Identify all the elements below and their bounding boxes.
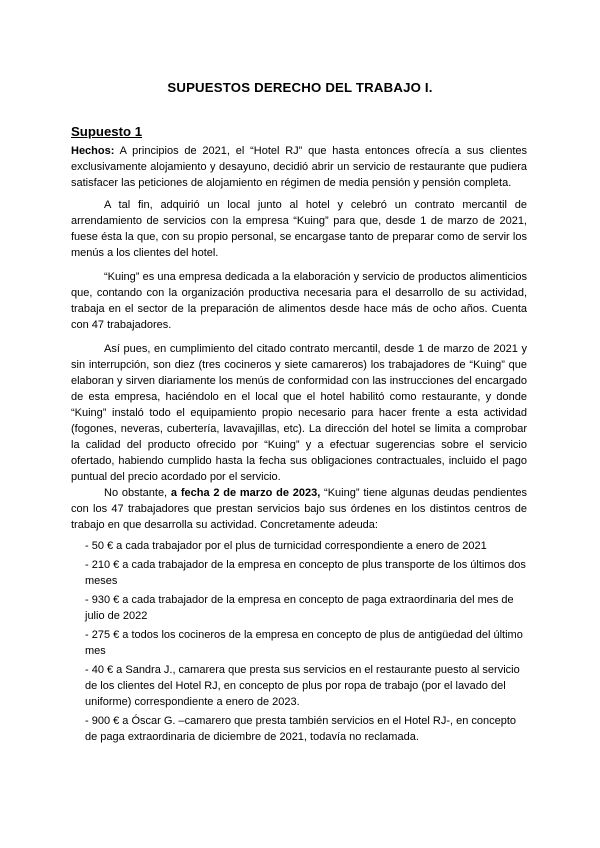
document-title: SUPUESTOS DERECHO DEL TRABAJO I.: [167, 80, 433, 95]
list-item: - 50 € a cada trabajador por el plus de turnicidad correspondiente a enero de 2021: [85, 540, 487, 552]
hechos-text: A principios de 2021, el “Hotel RJ” que hasta entonces ofrecía a sus clientes exclusivamente alojamiento y desayuno, decidió abrir un servicio de restaurante que pudiera satisfacer las peticiones de alojamiento en régimen de media pensión y pensión completa.: [71, 145, 527, 189]
paragraph-3: “Kuing” es una empresa dedicada a la elaboración y servicio de productos alimenticios que, contando con la organización productiva necesaria para el desarrollo de su actividad, trabaja en el sector de la preparación de alimentos desde hace más de ocho años. Cuenta con 47 trabajadores.: [71, 271, 527, 331]
p5-date-bold: a fecha 2 de marzo de 2023,: [170, 487, 321, 499]
p5-text-b: “Kuing” tiene algunas deudas pendientes con los 47 trabajadores que prestan servicios bajo sus órdenes en los distintos centros de trabajo en que desarrolla su actividad. Concretamente adeuda:: [71, 487, 527, 531]
list-item: - 210 € a cada trabajador de la empresa en concepto de plus transporte de los últimos dos meses: [85, 559, 526, 587]
list-item: - 40 € a Sandra J., camarera que presta sus servicios en el restaurante puesto al servicio de los clientes del Hotel RJ, en concepto de plus por ropa de trabajo (por el lavado del uniforme) correspondiente a enero de 2023.: [85, 664, 520, 708]
paragraph-5: [71, 485, 527, 533]
paragraph-4: Así pues, en cumplimiento del citado contrato mercantil, desde 1 de marzo de 2021 y sin interrupción, son diez (tres cocineros y siete camareros) los trabajadores de “Kuing” que elaboran y sirven diariamente los menús de conformidad con las instrucciones del encargado de esta empresa, haciéndolo en el local que el hotel habilitó como restaurante, y donde “Kuing” instaló todo el equipamiento propio necesario para hacer frente a esta actividad (fogones, neveras, cubertería, lavavajillas, etc). La dirección del hotel se limita a comprobar la calidad del producto ofrecido por “Kuing” y a efectuar sugerencias sobre el servicio ofertado, habiendo cumplido hasta la fecha sus obligaciones contractuales, incluido el pago puntual del precio acordado por el servicio.: [71, 343, 527, 483]
paragraph-2: A tal fin, adquirió un local junto al hotel y celebró un contrato mercantil de arrendamiento de servicios con la empresa “Kuing” para que, desde 1 de marzo de 2021, fuese ésta la que, con su propio personal, se encargase tanto de preparar como de servir los menús a los clientes del hotel.: [71, 199, 527, 259]
paragraph-hechos: [71, 143, 527, 191]
section-heading: Supuesto 1: [71, 124, 143, 139]
list-item: - 930 € a cada trabajador de la empresa en concepto de paga extraordinaria del mes de julio de 2022: [85, 594, 514, 622]
list-item: - 900 € a Óscar G. –camarero que presta también servicios en el Hotel RJ-, en concepto de paga extraordinaria de diciembre de 2021, todavía no reclamada.: [85, 715, 517, 743]
list-item: - 275 € a todos los cocineros de la empresa en concepto de plus de antigüedad del último mes: [85, 629, 523, 657]
hechos-label: Hechos:: [71, 145, 115, 157]
p5-text-a: No obstante,: [104, 487, 171, 499]
